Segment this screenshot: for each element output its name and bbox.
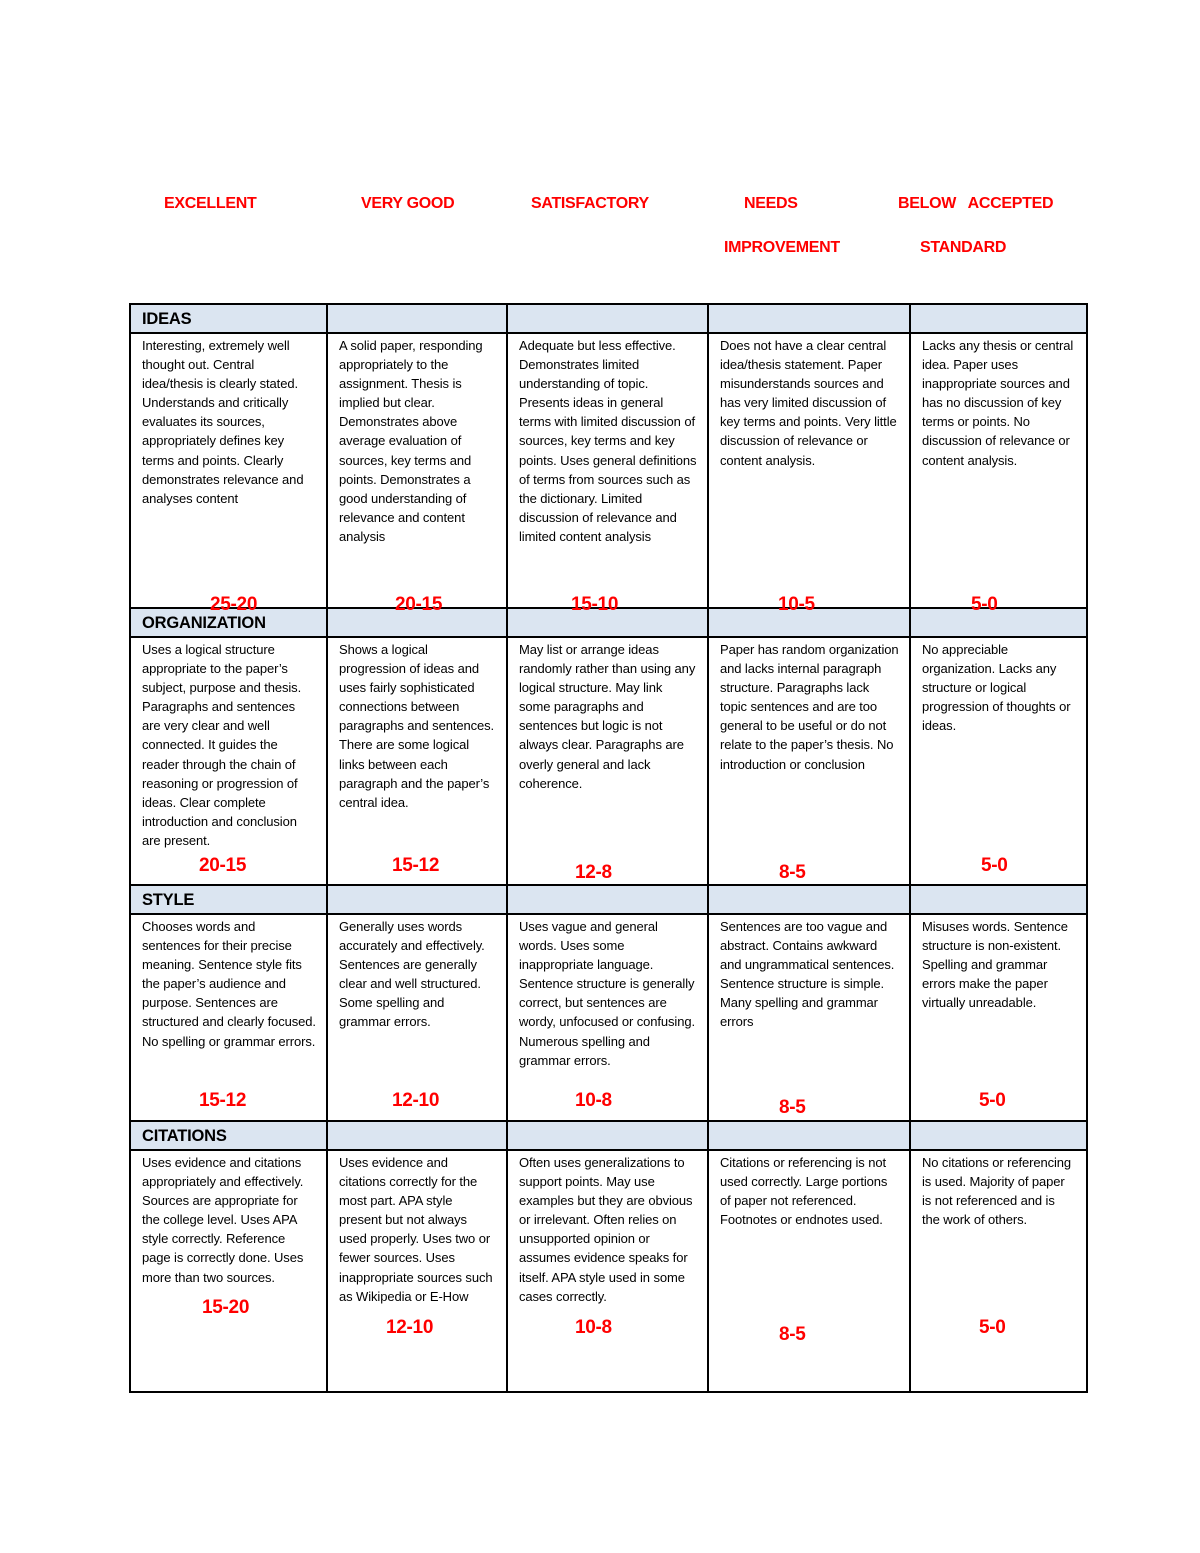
cell-description: Sentences are too vague and abstract. Contains awkward and ungrammatical sentences. Sentence structure is simple. Many spelling and grammar errors xyxy=(720,919,895,1030)
rubric-cell xyxy=(507,333,708,615)
cell-description: Paper has random organization and lacks internal paragraph structure. Paragraphs lack topic sentences and are too general to be useful or do not relate to the paper’s thesis. No introduction or conclusion xyxy=(720,642,899,772)
level-excellent: EXCELLENT xyxy=(164,195,257,212)
cell-score: 5-0 xyxy=(979,1317,1006,1338)
cell-description: Uses a logical structure appropriate to the paper’s subject, purpose and thesis. Paragraphs and sentences are very clear and well connected. It guides the reader through the chain of reasoning or progression of ideas. Clear complete introduction and conclusion are present. xyxy=(142,642,302,848)
cell-score: 15-12 xyxy=(392,855,440,876)
rubric-cell xyxy=(507,1150,708,1392)
cell-description: No citations or referencing is used. Majority of paper is not referenced and is the work of others. xyxy=(922,1155,1072,1228)
cell-score: 15-12 xyxy=(199,1090,247,1111)
criterion-header-cell xyxy=(327,885,507,914)
level-needs-line2: IMPROVEMENT xyxy=(724,239,840,256)
cell-description: Interesting, extremely well thought out. Central idea/thesis is clearly stated. Understands and critically evaluates its sources, appropriately defines key terms and points. Clearly demonstrates relevance and analyses content xyxy=(142,338,304,506)
cell-description: Lacks any thesis or central idea. Paper uses inappropriate sources and has no discussion of key terms or points. No discussion of relevance or content analysis. xyxy=(922,338,1074,468)
criterion-header-cell xyxy=(910,608,1087,637)
rubric-cell xyxy=(507,637,708,885)
rubric-row xyxy=(130,1150,1087,1392)
cell-description: Uses evidence and citations correctly for the most part. APA style present but not always used properly. Uses two or fewer sources. Uses inappropriate sources such as Wikipedia or E-How xyxy=(339,1155,493,1304)
cell-score: 8-5 xyxy=(779,1097,806,1118)
criterion-header-cell xyxy=(130,1121,327,1150)
cell-description: Uses evidence and citations appropriately and effectively. Sources are appropriate for the college level. Uses APA style correctly. Reference page is correctly done. Uses more than two sources. xyxy=(142,1155,304,1285)
criterion-title: STYLE xyxy=(142,891,195,909)
criterion-title: IDEAS xyxy=(142,310,192,328)
cell-description: Generally uses words accurately and effectively. Sentences are generally clear and well structured. Some spelling and grammar errors. xyxy=(339,919,485,1030)
criterion-header-cell xyxy=(910,885,1087,914)
cell-description: Uses vague and general words. Uses some inappropriate language. Sentence structure is generally correct, but sentences are wordy, unfocused or confusing. Numerous spelling and grammar errors. xyxy=(519,919,695,1068)
rubric-cell xyxy=(910,914,1087,1121)
rubric-cell xyxy=(708,637,910,885)
criterion-header-cell xyxy=(708,304,910,333)
cell-score: 10-8 xyxy=(575,1090,612,1111)
cell-score: 12-10 xyxy=(392,1090,440,1111)
rubric-cell xyxy=(910,637,1087,885)
cell-score: 5-0 xyxy=(979,1090,1006,1111)
cell-score: 15-10 xyxy=(571,594,619,615)
cell-score: 10-5 xyxy=(778,594,815,615)
rubric-cell xyxy=(130,914,327,1121)
cell-description: Misuses words. Sentence structure is non-existent. Spelling and grammar errors make the paper virtually unreadable. xyxy=(922,919,1068,1011)
level-satisfactory: SATISFACTORY xyxy=(531,195,649,212)
cell-score: 5-0 xyxy=(981,855,1008,876)
cell-description: Does not have a clear central idea/thesis statement. Paper misunderstands sources and has very limited discussion of key terms and points. Very little discussion of relevance or content analysis. xyxy=(720,338,897,468)
criterion-header-cell xyxy=(708,885,910,914)
criterion-header-cell xyxy=(507,1121,708,1150)
criterion-header-cell xyxy=(327,1121,507,1150)
cell-description: Shows a logical progression of ideas and uses fairly sophisticated connections between paragraphs and sentences. There are some logical links between each paragraph and the paper’s central idea. xyxy=(339,642,495,810)
cell-score: 8-5 xyxy=(779,862,806,883)
rubric-cell xyxy=(327,1150,507,1392)
rubric-cell xyxy=(910,1150,1087,1392)
rubric-cell xyxy=(327,914,507,1121)
rubric-cell xyxy=(708,333,910,615)
criterion-header-row xyxy=(130,304,1087,333)
cell-score: 5-0 xyxy=(971,594,998,615)
rubric-cell xyxy=(507,914,708,1121)
rubric-cell xyxy=(327,637,507,885)
rubric-cell xyxy=(130,637,327,885)
cell-score: 15-20 xyxy=(202,1297,250,1318)
rubric-row xyxy=(130,637,1087,885)
level-very-good: VERY GOOD xyxy=(361,195,455,212)
criterion-header-cell xyxy=(130,885,327,914)
criterion-header-cell xyxy=(910,304,1087,333)
rubric-cell xyxy=(130,1150,327,1392)
cell-description: May list or arrange ideas randomly rather than using any logical structure. May link some paragraphs and sentences but logic is not always clear. Paragraphs are overly general and lack coherence. xyxy=(519,642,696,791)
criterion-header-cell xyxy=(130,304,327,333)
rubric-row xyxy=(130,914,1087,1121)
cell-description: Often uses generalizations to support points. May use examples but they are obvious or irrelevant. Often relies on unsupported opinion or assumes evidence speaks for itself. APA style used in some cases correctly. xyxy=(519,1155,693,1304)
criterion-title: ORGANIZATION xyxy=(142,614,266,632)
performance-levels-header xyxy=(0,0,1200,300)
cell-score: 20-15 xyxy=(199,855,247,876)
criterion-header-cell xyxy=(910,1121,1087,1150)
cell-description: No appreciable organization. Lacks any structure or logical progression of thoughts or ideas. xyxy=(922,642,1071,734)
cell-description: Adequate but less effective. Demonstrates limited understanding of topic. Presents ideas in general terms with limited discussion of sources, key terms and key points. Uses general definitions of terms from sources such as the dictionary. Limited discussion of relevance and limited content analysis xyxy=(519,338,697,544)
criterion-title: CITATIONS xyxy=(142,1127,227,1145)
criterion-header-cell xyxy=(708,1121,910,1150)
level-needs-line1: NEEDS xyxy=(744,195,798,212)
level-below-line2: STANDARD xyxy=(920,239,1007,256)
cell-description: Citations or referencing is not used correctly. Large portions of paper not referenced. Footnotes or endnotes used. xyxy=(720,1155,888,1228)
cell-score: 25-20 xyxy=(210,594,258,615)
rubric-cell xyxy=(327,333,507,615)
rubric-cell xyxy=(910,333,1087,615)
level-below-line1: BELOW ACCEPTED xyxy=(898,195,1054,212)
cell-description: Chooses words and sentences for their precise meaning. Sentence style fits the paper’s audience and purpose. Sentences are structured and clearly focused. No spelling or grammar errors. xyxy=(142,919,316,1049)
cell-score: 20-15 xyxy=(395,594,443,615)
cell-score: 12-10 xyxy=(386,1317,434,1338)
rubric-table xyxy=(129,303,1088,1393)
criterion-header-cell xyxy=(507,885,708,914)
rubric-row xyxy=(130,333,1087,608)
cell-score: 10-8 xyxy=(575,1317,612,1338)
rubric-cell xyxy=(708,1150,910,1392)
criterion-header-row xyxy=(130,885,1087,914)
rubric-cell xyxy=(708,914,910,1121)
criterion-header-row xyxy=(130,1121,1087,1150)
cell-description: A solid paper, responding appropriately to the assignment. Thesis is implied but clear. Demonstrates above average evaluation of sources, key terms and points. Demonstrates a good understanding of relevance and content analysis xyxy=(339,338,483,544)
rubric-cell xyxy=(130,333,327,615)
criterion-header-cell xyxy=(507,304,708,333)
cell-score: 8-5 xyxy=(779,1324,806,1345)
criterion-header-cell xyxy=(327,304,507,333)
cell-score: 12-8 xyxy=(575,862,612,883)
